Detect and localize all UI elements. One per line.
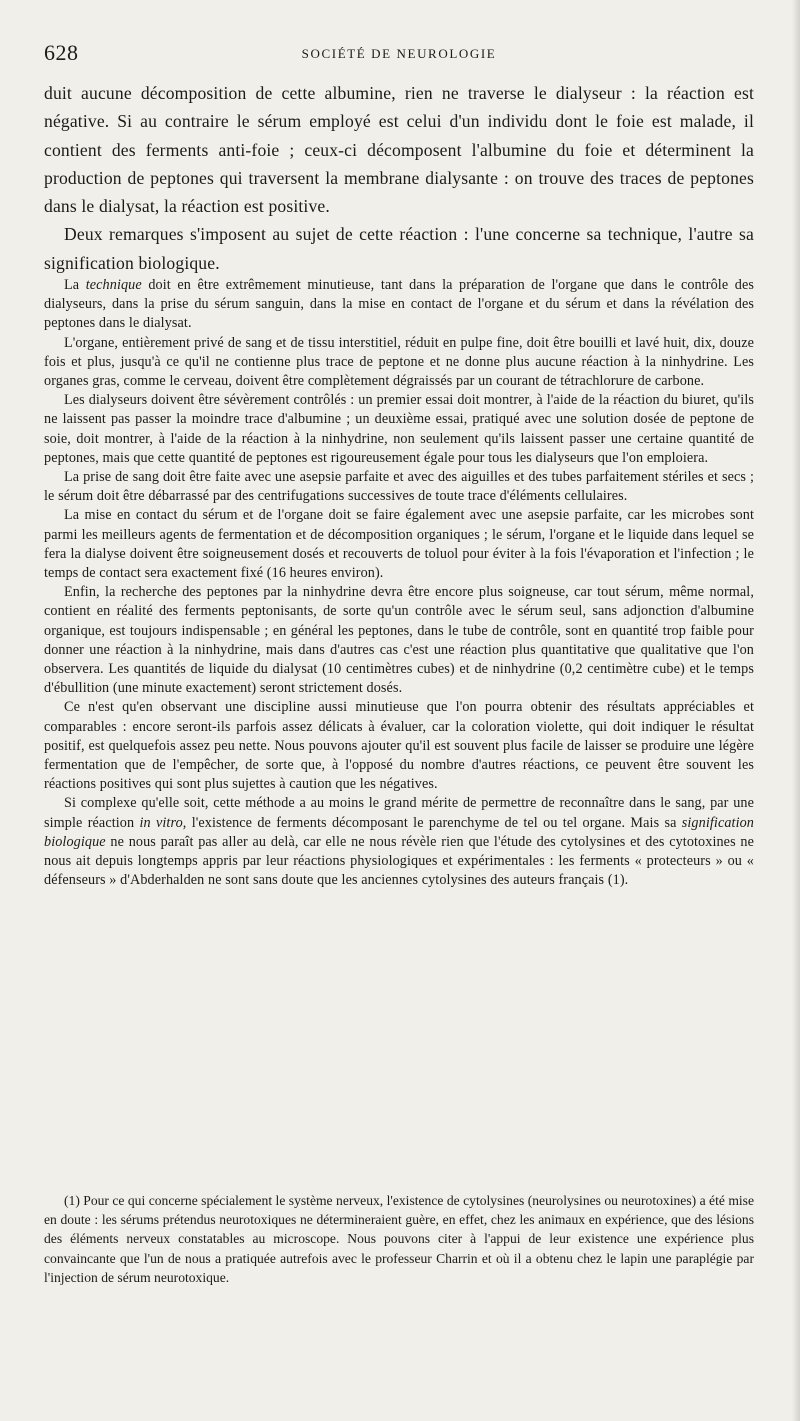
main-paragraph-remarks: Deux remarques s'imposent au sujet de cette réaction : l'une concerne sa technique, l'autre sa signification biologique. xyxy=(44,224,754,273)
running-title: SOCIÉTÉ DE NEUROLOGIE xyxy=(301,46,497,61)
footnote-section xyxy=(44,1191,754,1287)
paragraph-mise-en-contact: La mise en contact du sérum et de l'organe doit se faire également avec une asepsie parfaite, car les microbes sont parmi les meilleurs agents de fermentation et de décomposition organiques ; le sérum, l'organe et le liquide dans lequel se fera la dialyse doivent être soigneusement dosés et recouverts de toluol pour éviter à la fois l'évaporation et l'infection ; le temps de contact sera exactement fixé (16 heures environ). xyxy=(44,507,754,582)
paragraph-discipline: Ce n'est qu'en observant une discipline aussi minutieuse que l'on pourra obtenir des résultats appréciables et comparables : encore seront-ils parfois assez délicats à évaluer, car la coloration violette, qui doit indiquer le résultat positif, est quelquefois assez peu nette. Nous pouvons ajouter qu'il est souvent plus facile de laisser se produire une légère fermentation que de l'empêcher, de sorte que, à l'opposé du nombre d'autres réactions, ce peuvent être souvent les réactions positives qui sont plus sujettes à caution que les négatives. xyxy=(44,699,754,793)
paragraph-dialyseurs: Les dialyseurs doivent être sévèrement contrôlés : un premier essai doit montrer, à l'aide de la réaction du biuret, qu'ils ne laissent pas passer la moindre trace d'albumine ; un deuxième essai, pratiqué avec une solution dosée de peptone de soie, doit montrer, à l'aide de la réaction à la ninhydrine, non seulement qu'ils laissent passer une certaine quantité de peptones, mais que cette quantité de peptones est rigoureusement égale pour tous les dialyseurs que l'on emploiera. xyxy=(44,392,754,466)
small-print-section xyxy=(44,276,754,891)
paragraph-signification xyxy=(44,794,754,890)
italic-term-in-vitro: in vitro xyxy=(139,814,183,831)
text-run: Si complexe qu'elle soit, cette méthode a au moins le grand mérite de permettre de reconnaître dans le sang, par une simple réaction xyxy=(44,795,754,831)
italic-term-signification: signification biologique xyxy=(44,814,755,850)
paragraph-technique xyxy=(44,276,754,334)
text-run: ne nous paraît pas aller au delà, car elle ne nous révèle rien que l'étude des cytolysines et des cytotoxines ne nous ait depuis longtemps appris par leur réactions physiologiques et expérimentales : les ferments « protecteurs » ou « défenseurs » d'Abderhalden ne sont sans doute que les anciennes cytolysines des auteurs français (1). xyxy=(44,833,754,889)
page-number: 628 xyxy=(44,40,79,65)
paragraph-recherche-peptones: Enfin, la recherche des peptones par la ninhydrine devra être encore plus soigneuse, car tout sérum, même normal, contient en réalité des ferments peptonisants, de sorte qu'un contrôle avec le sérum seul, sans adjonction d'albumine organique, est toujours indispensable ; en général les peptones, dans le tube de contrôle, sont en quantité trop faible pour donner une réaction à la ninhydrine, mais dans d'autres cas c'est une réaction plus quantitative que qualitative que l'on observera. Les quantités de liquide du dialysat (10 centimètres cubes) et de ninhydrine (0,2 centimètre cube) et le temps d'ébullition (une minute exactement) seront strictement dosés. xyxy=(44,584,754,697)
main-text xyxy=(44,79,754,277)
text-run: La xyxy=(64,277,86,293)
running-header xyxy=(44,40,754,70)
text-run: , l'existence de ferments décomposant le parenchyme de tel ou tel organe. Mais sa xyxy=(182,814,682,831)
paragraph-organe: L'organe, entièrement privé de sang et de tissu interstitiel, réduit en pulpe fine, doit être bouilli et lavé huit, dix, douze fois et plus, jusqu'à ce qu'il ne contienne plus trace de peptone et ne donne plus aucune réaction à la ninhydrine. Les organes gras, comme le cerveau, doivent être complètement dégraissés par un courant de tétrachlorure de carbone. xyxy=(44,334,754,390)
main-paragraph-continuation: duit aucune décomposition de cette albumine, rien ne traverse le dialyseur : la réaction est négative. Si au contraire le sérum employé est celui d'un individu dont le foie est malade, il contient des ferments anti-foie ; ceux-ci décomposent l'albumine du foie et déterminent la production de peptones qui traversent la membrane dialysante : on trouve des traces de peptones dans le dialysat, la réaction est positive. xyxy=(44,83,754,217)
paragraph-prise-de-sang: La prise de sang doit être faite avec une asepsie parfaite et avec des aiguilles et des tubes parfaitement stériles et secs ; le sérum doit être débarrassé par des centrifugations successives de toute trace d'éléments cellulaires. xyxy=(44,469,754,505)
italic-term-technique: technique xyxy=(85,277,142,293)
text-run: doit en être extrêmement minutieuse, tant dans la préparation de l'organe que dans le contrôle des dialyseurs, dans la prise du sérum sanguin, dans la mise en contact de l'organe et du sérum et dans la révélation des peptones dans le dialysat. xyxy=(44,277,754,332)
footnote-1: (1) Pour ce qui concerne spécialement le système nerveux, l'existence de cytolysines (neurolysines ou neurotoxines) a été mise en doute : les sérums prétendus neurotoxiques ne détermineraient guère, en effet, chez les animaux en expérience, que des lésions des éléments nerveux constatables au microscope. Nous pouvons citer à l'appui de leur existence une expérience plus convaincante que l'un de nous a pratiquée autrefois avec le professeur Charrin et où il a obtenu chez le lapin une paraplégie par l'injection de sérum neurotoxique. xyxy=(44,1193,754,1285)
